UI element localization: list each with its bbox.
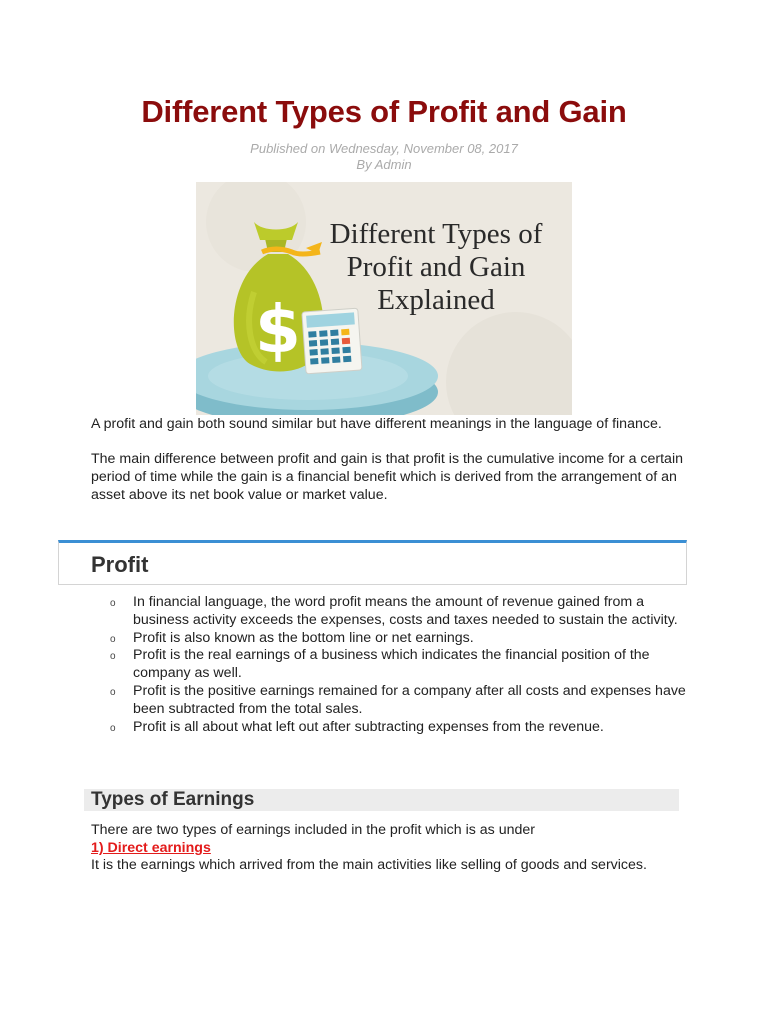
list-item: [107, 630, 687, 648]
bullet-marker: o: [110, 722, 116, 734]
hero-line: Different Types of: [329, 218, 543, 250]
author-byline: By Admin: [356, 157, 412, 172]
earnings-heading: Types of Earnings: [91, 789, 255, 810]
list-item: [107, 647, 687, 683]
hero-line: Explained: [377, 284, 495, 316]
earnings-section-header: [84, 789, 679, 811]
direct-earnings-link[interactable]: 1) Direct earnings: [91, 840, 211, 856]
profit-heading: Profit: [91, 552, 149, 577]
profit-section-header: [58, 540, 687, 585]
list-item: [107, 683, 687, 719]
bullet-text: Profit is also known as the bottom line or net earnings.: [133, 629, 474, 646]
hero-caption: [300, 218, 572, 317]
list-item: [107, 594, 687, 630]
bullet-marker: o: [110, 598, 116, 609]
intro-paragraph-2: The main difference between profit and gain is that profit is the cumulative income for a certain period of time while the gain is a financial benefit which is derived from the arrangement of an asset above its net book value or market value.: [91, 451, 683, 503]
calculator-icon: [302, 308, 362, 374]
page-title: Different Types of Profit and Gain: [141, 94, 627, 129]
hero-line: Profit and Gain: [346, 251, 526, 283]
bullet-marker: o: [110, 686, 116, 698]
earnings-intro: There are two types of earnings included in the profit which is as under: [91, 822, 535, 838]
hero-image: [196, 182, 572, 415]
bullet-text: Profit is the positive earnings remained for a company after all costs and expenses have been subtracted from the total sales.: [133, 682, 686, 717]
direct-earnings-text: It is the earnings which arrived from the main activities like selling of goods and services.: [91, 857, 647, 873]
dollar-sign-icon: $: [255, 291, 301, 368]
intro-paragraph-1: A profit and gain both sound similar but have different meanings in the language of finance.: [91, 416, 662, 432]
bullet-text: In financial language, the word profit means the amount of revenue gained from a business activity exceeds the expenses, costs and taxes needed to sustain the activity.: [133, 594, 678, 628]
published-date: Published on Wednesday, November 08, 2017: [250, 141, 518, 156]
bullet-text: Profit is the real earnings of a business which indicates the financial position of the company as well.: [133, 647, 650, 682]
bullet-marker: o: [110, 633, 116, 645]
bullet-marker: o: [110, 651, 116, 663]
profit-bullet-list: [107, 594, 687, 736]
list-item: [107, 719, 687, 737]
bullet-text: Profit is all about what left out after subtracting expenses from the revenue.: [133, 718, 604, 735]
